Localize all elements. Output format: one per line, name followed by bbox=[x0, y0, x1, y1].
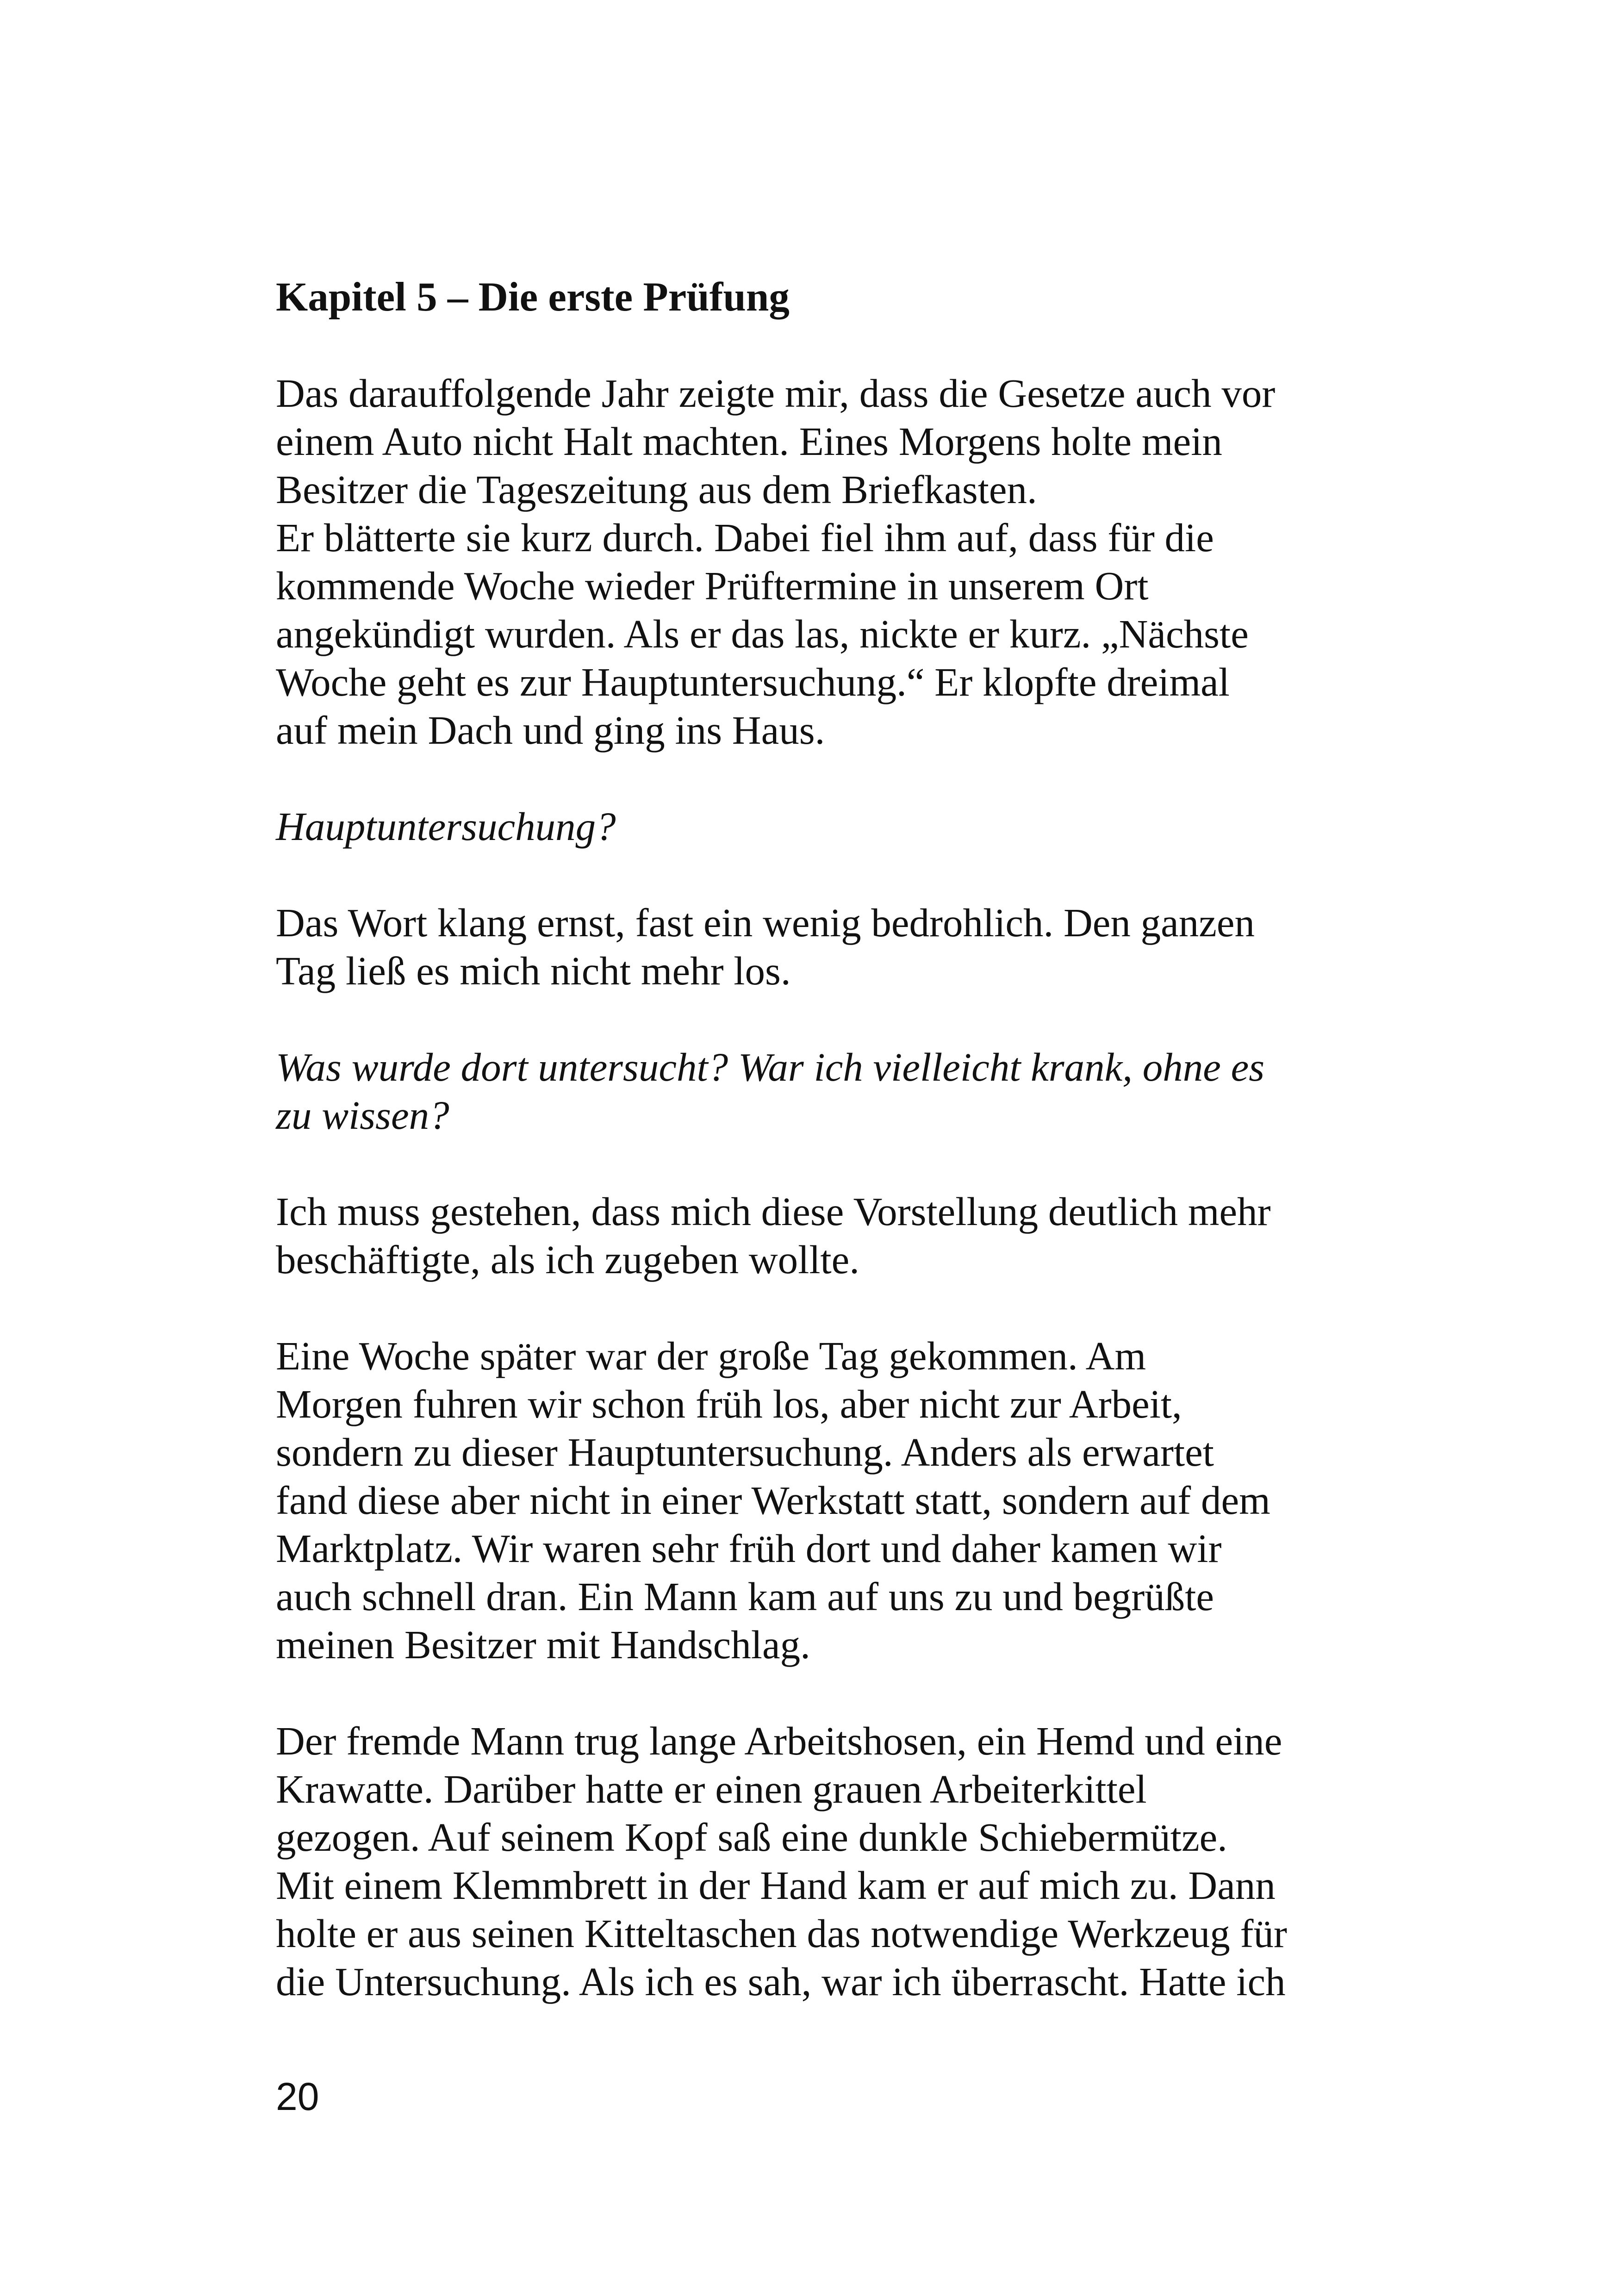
text-line: Der fremde Mann trug lange Arbeitshosen, ein Hemd und eine bbox=[276, 1718, 1282, 1763]
paragraph-3 bbox=[276, 899, 1368, 995]
text-line: zu wissen? bbox=[276, 1093, 449, 1138]
text-line: Das darauffolgende Jahr zeigte mir, dass die Gesetze auch vor bbox=[276, 371, 1276, 416]
paragraph-6 bbox=[276, 1332, 1368, 1669]
text-line: gezogen. Auf seinem Kopf saß eine dunkle Schiebermütze. bbox=[276, 1815, 1227, 1860]
paragraph-1a bbox=[276, 369, 1368, 514]
text-line: beschäftigte, als ich zugeben wollte. bbox=[276, 1237, 860, 1282]
text-line: die Untersuchung. Als ich es sah, war ich überrascht. Hatte ich bbox=[276, 1959, 1286, 2004]
page-body bbox=[276, 273, 1368, 2006]
text-line: Woche geht es zur Hauptuntersuchung.“ Er klopfte dreimal bbox=[276, 660, 1230, 704]
text-line: Krawatte. Darüber hatte er einen grauen Arbeiterkittel bbox=[276, 1767, 1147, 1811]
text-line: Hauptuntersuchung? bbox=[276, 804, 616, 849]
text-line: Marktplatz. Wir waren sehr früh dort und daher kamen wir bbox=[276, 1526, 1222, 1571]
text-line: Eine Woche später war der große Tag gekommen. Am bbox=[276, 1333, 1146, 1378]
paragraph-7 bbox=[276, 1717, 1368, 2006]
chapter-title: Kapitel 5 – Die erste Prüfung bbox=[276, 274, 790, 320]
text-line: meinen Besitzer mit Handschlag. bbox=[276, 1622, 810, 1667]
page-number: 20 bbox=[276, 2075, 319, 2118]
text-line: Mit einem Klemmbrett in der Hand kam er auf mich zu. Dann bbox=[276, 1863, 1276, 1908]
text-line: Tag ließ es mich nicht mehr los. bbox=[276, 948, 791, 993]
text-line: auf mein Dach und ging ins Haus. bbox=[276, 708, 825, 753]
paragraph-4-thought bbox=[276, 1043, 1368, 1139]
paragraph-5 bbox=[276, 1188, 1368, 1284]
text-line: fand diese aber nicht in einer Werkstatt statt, sondern auf dem bbox=[276, 1478, 1270, 1523]
text-line: einem Auto nicht Halt machten. Eines Morgens holte mein bbox=[276, 419, 1222, 464]
text-line: Morgen fuhren wir schon früh los, aber nicht zur Arbeit, bbox=[276, 1381, 1182, 1426]
text-line: Besitzer die Tageszeitung aus dem Briefkasten. bbox=[276, 467, 1037, 512]
text-line: Ich muss gestehen, dass mich diese Vorstellung deutlich mehr bbox=[276, 1189, 1271, 1234]
text-line: Das Wort klang ernst, fast ein wenig bedrohlich. Den ganzen bbox=[276, 900, 1255, 945]
text-line: sondern zu dieser Hauptuntersuchung. Anders als erwartet bbox=[276, 1430, 1214, 1475]
text-line: angekündigt wurden. Als er das las, nickte er kurz. „Nächste bbox=[276, 611, 1249, 656]
text-line: kommende Woche wieder Prüftermine in unserem Ort bbox=[276, 563, 1149, 608]
paragraph-2-thought bbox=[276, 803, 1368, 851]
paragraph-1b bbox=[276, 514, 1368, 754]
text-line: Was wurde dort untersucht? War ich vielleicht krank, ohne es bbox=[276, 1045, 1265, 1089]
text-line: Er blätterte sie kurz durch. Dabei fiel ihm auf, dass für die bbox=[276, 515, 1214, 560]
text-line: auch schnell dran. Ein Mann kam auf uns zu und begrüßte bbox=[276, 1574, 1214, 1619]
text-line: holte er aus seinen Kitteltaschen das notwendige Werkzeug für bbox=[276, 1911, 1287, 1956]
